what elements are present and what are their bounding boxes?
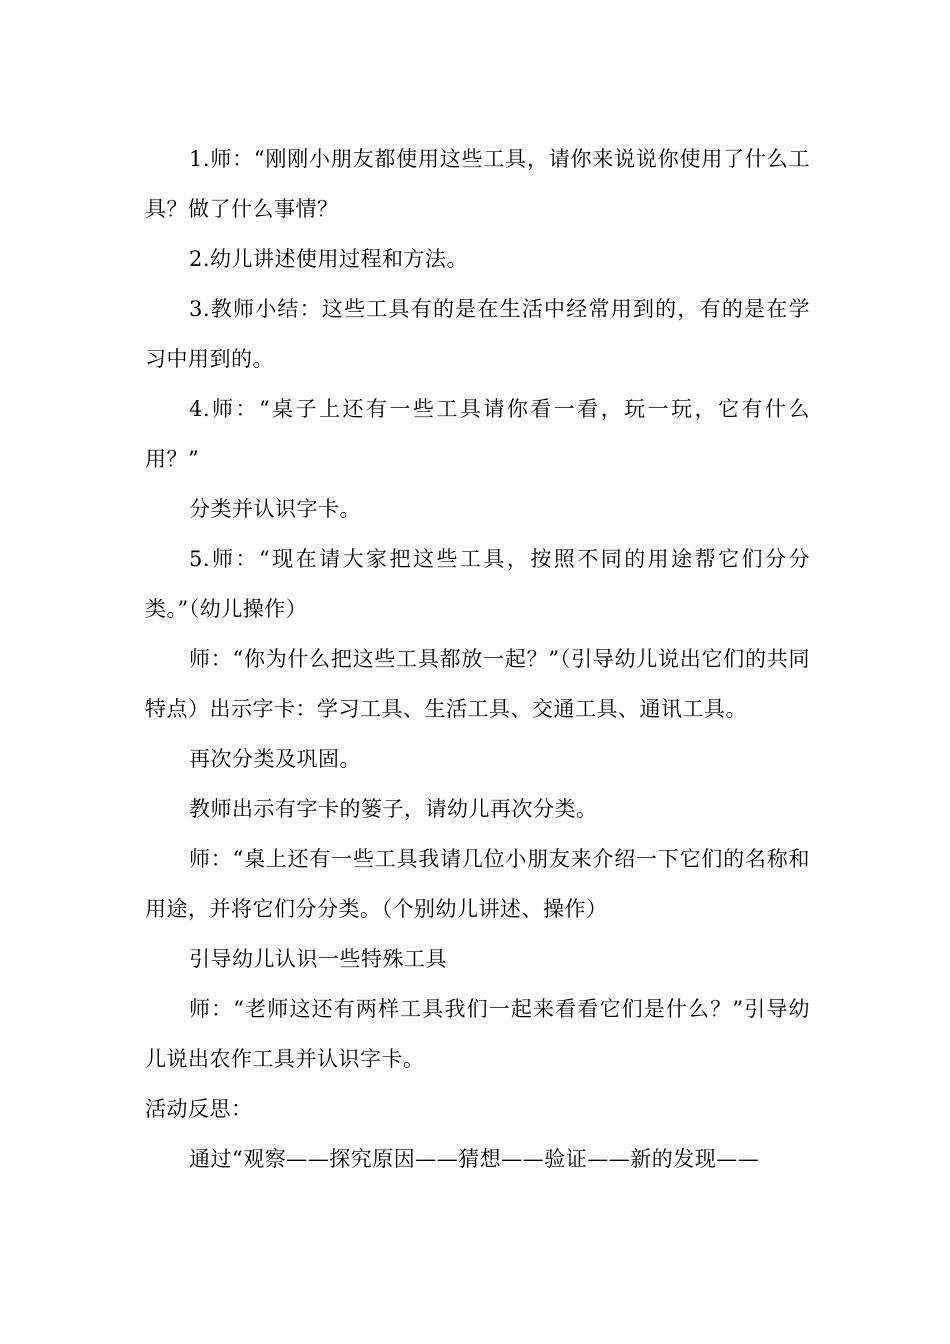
paragraph-6: 5.师：“现在请大家把这些工具，按照不同的用途帮它们分分类。”（幼儿操作） bbox=[145, 547, 810, 621]
paragraph-3: 3.教师小结：这些工具有的是在生活中经常用到的，有的是在学习中用到的。 bbox=[145, 297, 810, 371]
paragraph-5: 分类并认识字卡。 bbox=[189, 497, 361, 521]
section-heading-reflection: 活动反思： bbox=[145, 1097, 253, 1121]
paragraph-7: 师：“你为什么把这些工具都放一起？”（引导幼儿说出它们的共同特点）出示字卡：学习工具、生活工具、交通工具、通讯工具。 bbox=[145, 647, 810, 721]
paragraph-10: 师：“桌上还有一些工具我请几位小朋友来介绍一下它们的名称和用途，并将它们分分类。（个别幼儿讲述、操作） bbox=[145, 847, 810, 921]
paragraph-1: 1.师：“刚刚小朋友都使用这些工具，请你来说说你使用了什么工具？做了什么事情？ bbox=[145, 147, 810, 221]
paragraph-4: 4.师：“桌子上还有一些工具请你看一看，玩一玩，它有什么用？” bbox=[145, 397, 810, 471]
paragraph-9: 教师出示有字卡的篓子，请幼儿再次分类。 bbox=[189, 797, 598, 821]
document-body bbox=[145, 134, 810, 1184]
paragraph-11: 引导幼儿认识一些特殊工具 bbox=[189, 947, 447, 971]
paragraph-14: 通过“观察——探究原因——猜想——验证——新的发现—— bbox=[189, 1147, 760, 1171]
paragraph-12: 师：“老师这还有两样工具我们一起来看看它们是什么？”引导幼儿说出农作工具并认识字卡。 bbox=[145, 997, 810, 1071]
paragraph-2: 2.幼儿讲述使用过程和方法。 bbox=[189, 247, 469, 271]
paragraph-8: 再次分类及巩固。 bbox=[189, 747, 361, 771]
